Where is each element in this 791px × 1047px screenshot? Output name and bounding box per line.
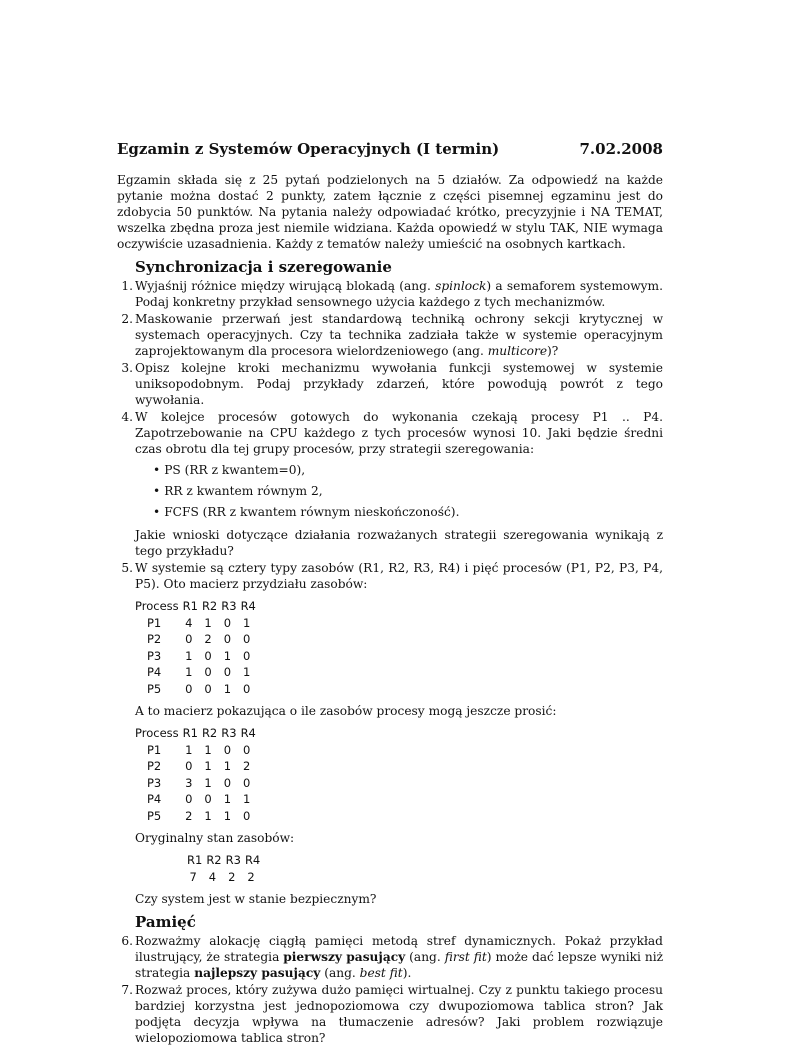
list-item: • FCFS (RR z kwantem równym nieskończoność). xyxy=(153,502,663,523)
need-intro: A to macierz pokazująca o ile zasobów procesy mogą jeszcze prosić: xyxy=(135,704,557,718)
column-header: Process xyxy=(135,599,179,613)
matrix-value: 1 xyxy=(204,808,212,823)
matrix-value: 1 xyxy=(223,808,232,823)
question-term: spinlock xyxy=(435,279,487,293)
matrix-value: 0 xyxy=(185,792,193,806)
matrix-value: 2 xyxy=(204,632,212,646)
process-name: P5 xyxy=(147,681,162,696)
table-row xyxy=(135,869,264,886)
table-header-row xyxy=(135,598,260,615)
table-header-row xyxy=(135,852,264,869)
matrix-value: 0 xyxy=(223,665,232,679)
original-resources xyxy=(135,852,264,885)
strategy-list xyxy=(153,460,663,523)
column-header: R2 xyxy=(201,726,218,740)
matrix-value: 0 xyxy=(185,681,193,696)
column-header: R2 xyxy=(206,853,222,867)
matrix-value: 4 xyxy=(185,615,193,630)
question-text: Maskowanie przerwań jest standardową techniką ochrony sekcji krytycznej w systemach operacyjnych. Czy ta technika zadziała także w systemie operacyjnym zaprojektowanym dla procesora wielordzeniowego (ang. xyxy=(135,312,663,358)
bullet-icon: • xyxy=(153,505,161,519)
matrix-value: 1 xyxy=(185,648,193,663)
matrix-value: 0 xyxy=(204,681,212,696)
matrix-value: 0 xyxy=(204,792,212,806)
matrix-value: 1 xyxy=(204,615,212,630)
column-header: Process xyxy=(135,726,179,740)
question-number: 3. xyxy=(121,361,133,375)
matrix-value: 1 xyxy=(223,792,232,806)
matrix-value: 1 xyxy=(243,792,251,806)
table-row xyxy=(135,681,260,698)
matrix-value: 1 xyxy=(223,759,232,773)
question-number: 4. xyxy=(121,410,133,424)
matrix-value: 1 xyxy=(223,648,232,663)
question-number: 1. xyxy=(121,279,133,293)
matrix-value: 1 xyxy=(185,742,193,757)
question-2 xyxy=(117,311,663,359)
process-name: P2 xyxy=(147,632,162,646)
matrix-value: 0 xyxy=(223,742,232,757)
matrix-value: 0 xyxy=(185,759,193,773)
matrix-value: 0 xyxy=(204,648,212,663)
table-row xyxy=(135,808,260,825)
question-text: Opisz kolejne kroki mechanizmu wywołania funkcji systemowej w systemie uniksopodobnym. Podaj przykłady zdarzeń, które powodują powrót z tego wywołania. xyxy=(135,361,663,407)
intro-paragraph: Egzamin składa się z 25 pytań podzielonych na 5 działów. Za odpowiedź na każde pytanie można dostać 2 punkty, zatem łącznie z części pisemnej egzaminu jest do zdobycia 50 punktów. Na pytania należy odpowiadać krótko, precyzyjnie i NA TEMAT, wszelka zbędna proza jest niemile widziana. Każda opowiedź w stylu TAK, NIE wymaga oczywiście uzasadnienia. Każdy z tematów należy umieścić na osobnych kartkach. xyxy=(117,173,663,251)
matrix-value: 0 xyxy=(243,648,251,663)
header xyxy=(117,140,663,158)
section-title-sync: Synchronizacja i szeregowanie xyxy=(135,258,392,276)
matrix-value: 1 xyxy=(243,615,251,630)
matrix-value: 2 xyxy=(185,808,193,823)
exam-date: 7.02.2008 xyxy=(579,140,663,158)
exam-title: Egzamin z Systemów Operacyjnych (I termin) xyxy=(117,140,500,158)
process-name: P1 xyxy=(147,615,162,630)
matrix-value: 1 xyxy=(185,665,193,679)
question-3 xyxy=(117,360,663,408)
column-header: R1 xyxy=(182,726,198,740)
strategy-name: najlepszy pasujący xyxy=(194,966,321,980)
bullet-icon: • xyxy=(153,484,161,498)
matrix-value: 0 xyxy=(243,775,251,790)
question-text: ) a semaforem systemowym. Podaj konkretny przykład sensownego użycia każdego z tych mechanizmów. xyxy=(135,279,663,309)
list-item: • PS (RR z kwantem=0), xyxy=(153,460,663,481)
resource-value: 2 xyxy=(228,869,236,884)
process-name: P3 xyxy=(147,775,162,790)
matrix-value: 0 xyxy=(223,775,232,790)
matrix-value: 3 xyxy=(185,775,193,790)
bullet-icon: • xyxy=(153,463,161,477)
process-name: P3 xyxy=(147,648,162,663)
matrix-value: 1 xyxy=(204,775,212,790)
question-term: first fit xyxy=(444,950,487,964)
matrix-value: 1 xyxy=(223,681,232,696)
strategy-name: pierwszy pasujący xyxy=(283,950,406,964)
question-text: )? xyxy=(547,344,559,358)
matrix-value: 0 xyxy=(223,632,232,646)
blank-header xyxy=(135,852,187,869)
matrix-value: 1 xyxy=(243,665,251,679)
question-text: Wyjaśnij różnice między wirującą blokadą (ang. xyxy=(135,279,436,293)
table-header-row xyxy=(135,725,260,742)
original-intro: Oryginalny stan zasobów: xyxy=(135,831,295,845)
matrix-value: 2 xyxy=(243,759,251,773)
list-item: • RR z kwantem równym 2, xyxy=(153,481,663,502)
matrix-value: 0 xyxy=(185,632,193,646)
table-row xyxy=(135,631,260,648)
column-header: R3 xyxy=(221,599,237,613)
matrix-value: 0 xyxy=(223,615,232,630)
table-row xyxy=(135,791,260,808)
question-followup: Jakie wnioski dotyczące działania rozważanych strategii szeregowania wynikają z tego przykładu? xyxy=(135,528,663,558)
matrix-value: 1 xyxy=(204,759,212,773)
process-name: P2 xyxy=(147,759,162,773)
question-text: W kolejce procesów gotowych do wykonania czekają procesy P1 .. P4. Zapotrzebowanie na CPU każdego z tych procesów wynosi 10. Jaki będzie średni czas obrotu dla tej grupy procesów, przy strategii szeregowania: xyxy=(135,410,663,456)
column-header: R3 xyxy=(225,853,241,867)
question-list-2 xyxy=(117,933,663,1046)
column-header: R4 xyxy=(244,853,261,867)
table-row xyxy=(135,648,260,665)
table-row xyxy=(135,615,260,632)
question-list-1 xyxy=(117,278,663,907)
question-term: best fit xyxy=(359,966,403,980)
question-term: multicore xyxy=(487,344,548,358)
process-name: P4 xyxy=(147,665,162,679)
column-header: R3 xyxy=(221,726,237,740)
process-name: P1 xyxy=(147,742,162,757)
question-6: 6. Rozważmy alokację ciągłą pamięci metodą stref dynamicznych. Pokaż przykład ilustrujący, że strategia pierwszy pasujący (ang. first fit) może dać lepsze wyniki niż strategia najlepszy pasujący (ang. best fit). xyxy=(117,933,663,981)
matrix-value: 0 xyxy=(204,665,212,679)
column-header: R4 xyxy=(240,726,256,740)
table-row xyxy=(135,664,260,681)
matrix-value: 0 xyxy=(243,681,251,696)
question-5 xyxy=(117,560,663,907)
resource-value: 7 xyxy=(189,869,197,884)
process-name: P4 xyxy=(147,792,162,806)
matrix-value: 1 xyxy=(204,742,212,757)
matrix-value: 0 xyxy=(243,808,251,823)
table-row xyxy=(135,742,260,759)
question-text: Rozważ proces, który zużywa dużo pamięci wirtualnej. Czy z punktu takiego procesu bardziej korzystna jest jednopoziomowa czy dwupoziomowa tablica stron? Jak podjęta decyzja wpływa na tłumaczenie adresów? Jaki problem rozwiązuje wielopoziomowa tablica stron? xyxy=(135,983,663,1045)
matrix-value: 0 xyxy=(243,632,251,646)
question-number: 6. xyxy=(121,934,133,948)
question-7 xyxy=(117,982,663,1046)
question-number: 2. xyxy=(121,312,133,326)
column-header: R2 xyxy=(201,599,218,613)
column-header: R4 xyxy=(240,599,256,613)
allocation-matrix xyxy=(135,598,260,697)
resource-value: 4 xyxy=(208,869,217,884)
question-number: 7. xyxy=(121,983,133,997)
column-header: R1 xyxy=(187,853,203,867)
question-number: 5. xyxy=(121,561,133,575)
section-title-memory: Pamięć xyxy=(135,913,196,931)
question-4 xyxy=(117,409,663,559)
table-row xyxy=(135,775,260,792)
question-followup: Czy system jest w stanie bezpiecznym? xyxy=(135,892,377,906)
matrix-value: 0 xyxy=(243,742,251,757)
process-name: P5 xyxy=(147,808,162,823)
question-text: W systemie są cztery typy zasobów (R1, R2, R3, R4) i pięć procesów (P1, P2, P3, P4, P5). Oto macierz przydziału zasobów: xyxy=(135,561,663,591)
need-matrix xyxy=(135,725,260,824)
exam-page xyxy=(117,140,663,1047)
question-1 xyxy=(117,278,663,310)
table-row xyxy=(135,758,260,775)
resource-value: 2 xyxy=(247,869,255,884)
blank-cell xyxy=(135,869,187,886)
column-header: R1 xyxy=(182,599,198,613)
